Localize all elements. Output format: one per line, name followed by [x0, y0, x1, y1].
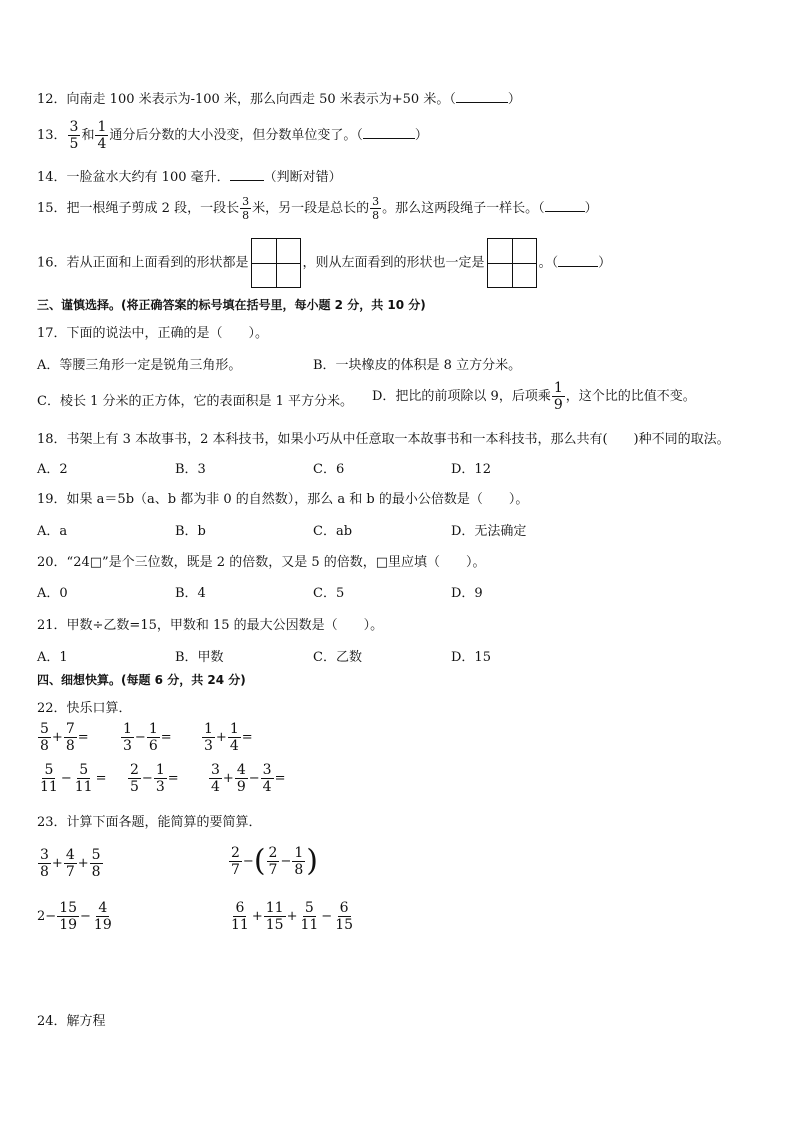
expression: $\frac{5}{11}$ − $\frac{5}{11}$ =: [40, 762, 107, 795]
question-24: 24．解方程: [37, 1014, 106, 1029]
answer-blank[interactable]: [230, 168, 264, 181]
fraction: $\frac{2}{7}$: [231, 845, 240, 878]
expression: $\frac{3}{4}$ + $\frac{4}{9}$ − $\frac{3}{4}$ =: [211, 762, 286, 795]
option-b: B．甲数: [175, 650, 224, 665]
option-d: D．9: [451, 586, 483, 601]
fraction: $\frac{3}{8}$: [40, 847, 49, 880]
option-c: C．棱长 1 分米的正方体，它的表面积是 1 平方分米。: [37, 394, 354, 409]
fraction: $\frac{1}{3}$: [155, 762, 165, 795]
answer-blank[interactable]: [545, 199, 585, 212]
question-18: 18．书架上有 3 本故事书，2 本科技书，如果小巧从中任意取一本故事书和一本科技书，那么共有( )种不同的取法。: [37, 432, 730, 447]
fraction: $\frac{1}{6}$: [148, 721, 158, 754]
fraction: $\frac{1}{3}$: [123, 721, 132, 754]
fraction: $\frac{1}{3}$: [204, 721, 213, 754]
question-15: 15．把一根绳子剪成 2 段，一段长 $\frac{3}{8}$ 米，另一段是总长的 $\frac{3}{8}$ 。那么这两段绳子一样长。（ ）: [37, 195, 598, 222]
option-b: B．3: [175, 462, 206, 477]
option-c: C．乙数: [313, 650, 362, 665]
fraction: $\frac{4}{9}$: [236, 762, 246, 795]
four-square-figure: [251, 238, 301, 288]
answer-blank[interactable]: [558, 254, 598, 267]
expression: $\frac{2}{5}$ − $\frac{1}{3}$ =: [130, 762, 179, 795]
fraction: $\frac{6}{11}$: [231, 900, 249, 933]
fraction: $\frac{6}{15}$: [335, 900, 354, 933]
fraction: $\frac{11}{15}$: [265, 900, 284, 933]
option-a: A．a: [37, 524, 68, 539]
fraction: $\frac{3}{8}$: [242, 195, 250, 222]
question-13: 13． $\frac{3}{5}$ 和 $\frac{1}{4}$ 通分后分数的大小没变，但分数单位变了。（ ）: [37, 119, 428, 152]
fraction: $\frac{1}{4}$: [97, 119, 107, 152]
fraction: $\frac{2}{7}$: [268, 845, 278, 878]
fraction: $\frac{5}{11}$: [300, 900, 319, 933]
fraction: $\frac{1}{4}$: [229, 721, 239, 754]
option-c: C．6: [313, 462, 345, 477]
option-a: A．2: [37, 462, 68, 477]
fraction: $\frac{3}{4}$: [211, 762, 220, 795]
option-a: A．1: [37, 650, 68, 665]
fraction: $\frac{5}{11}$: [74, 762, 93, 795]
option-d: D．12: [451, 462, 491, 477]
fraction: $\frac{15}{19}$: [59, 900, 78, 933]
fraction: $\frac{1}{9}$: [553, 380, 563, 413]
question-12: 12．向南走 100 米表示为-100 米，那么向西走 50 米表示为+50 米。（ ）: [37, 92, 521, 107]
fraction: $\frac{5}{11}$: [40, 762, 58, 795]
fraction: $\frac{5}{8}$: [91, 847, 101, 880]
fraction: $\frac{3}{5}$: [69, 119, 79, 152]
question-12-text: 12．向南走 100 米表示为-100 米，那么向西走 50 米表示为+50 米。（: [37, 92, 456, 107]
option-b: B．4: [175, 586, 206, 601]
fraction: $\frac{7}{8}$: [65, 721, 75, 754]
question-20: 20．“24□”是个三位数，既是 2 的倍数，又是 5 的倍数，□里应填（ ）。: [37, 555, 486, 570]
option-b: B．b: [175, 524, 206, 539]
question-23: 23．计算下面各题，能简算的要简算．: [37, 815, 262, 830]
question-19: 19．如果 a＝5b（a、b 都为非 0 的自然数），那么 a 和 b 的最小公倍数是（ ）。: [37, 492, 529, 507]
option-b: B．一块橡皮的体积是 8 立方分米。: [313, 358, 522, 373]
fraction: $\frac{1}{8}$: [294, 845, 304, 878]
question-16: 16．若从正面和上面看到的形状都是 ，则从左面看到的形状也一定是 。（ ）: [37, 238, 611, 288]
question-14: 14．一脸盆水大约有 100 毫升． （判断对错）: [37, 170, 342, 185]
option-d: D．无法确定: [451, 524, 527, 539]
expression: $\frac{5}{8}$ + $\frac{7}{8}$ =: [40, 721, 89, 754]
expression: 2− $\frac{15}{19}$ − $\frac{4}{19}$: [37, 900, 112, 933]
option-d: D．15: [451, 650, 491, 665]
question-21: 21．甲数÷乙数=15，甲数和 15 的最大公因数是（ ）。: [37, 618, 384, 633]
expression: $\frac{3}{8}$ + $\frac{4}{7}$ + $\frac{5}{8}$: [40, 847, 101, 880]
option-a: A．等腰三角形一定是锐角三角形。: [37, 358, 242, 373]
fraction: $\frac{3}{8}$: [372, 195, 380, 222]
fraction: $\frac{3}{4}$: [262, 762, 272, 795]
option-d: D．把比的前项除以 9，后项乘 $\frac{1}{9}$ ，这个比的比值不变。: [372, 380, 696, 413]
expression: $\frac{1}{3}$ + $\frac{1}{4}$ =: [204, 721, 253, 754]
fraction: $\frac{4}{7}$: [65, 847, 75, 880]
answer-blank[interactable]: [456, 90, 508, 103]
fraction: $\frac{2}{5}$: [130, 762, 139, 795]
expression: $\frac{2}{7}$ −( $\frac{2}{7}$ − $\frac{1}{8}$ ): [231, 843, 319, 879]
question-17: 17．下面的说法中，正确的是（ ）。: [37, 326, 269, 341]
question-22: 22．快乐口算．: [37, 701, 132, 716]
fraction: $\frac{4}{19}$: [93, 900, 112, 933]
section-4-title: 四、细想快算。(每题 6 分，共 24 分): [37, 673, 246, 687]
option-c: C．5: [313, 586, 345, 601]
option-c: C．ab: [313, 524, 353, 539]
expression: $\frac{6}{11}$ + $\frac{11}{15}$ + $\frac{5}{11}$ − $\frac{6}{15}$: [231, 900, 354, 933]
section-3-title: 三、谨慎选择。(将正确答案的标号填在括号里，每小题 2 分，共 10 分): [37, 298, 426, 312]
answer-blank[interactable]: [363, 126, 415, 139]
option-a: A．0: [37, 586, 68, 601]
four-square-figure: [487, 238, 537, 288]
expression: $\frac{1}{3}$ − $\frac{1}{6}$ =: [123, 721, 172, 754]
fraction: $\frac{5}{8}$: [40, 721, 49, 754]
